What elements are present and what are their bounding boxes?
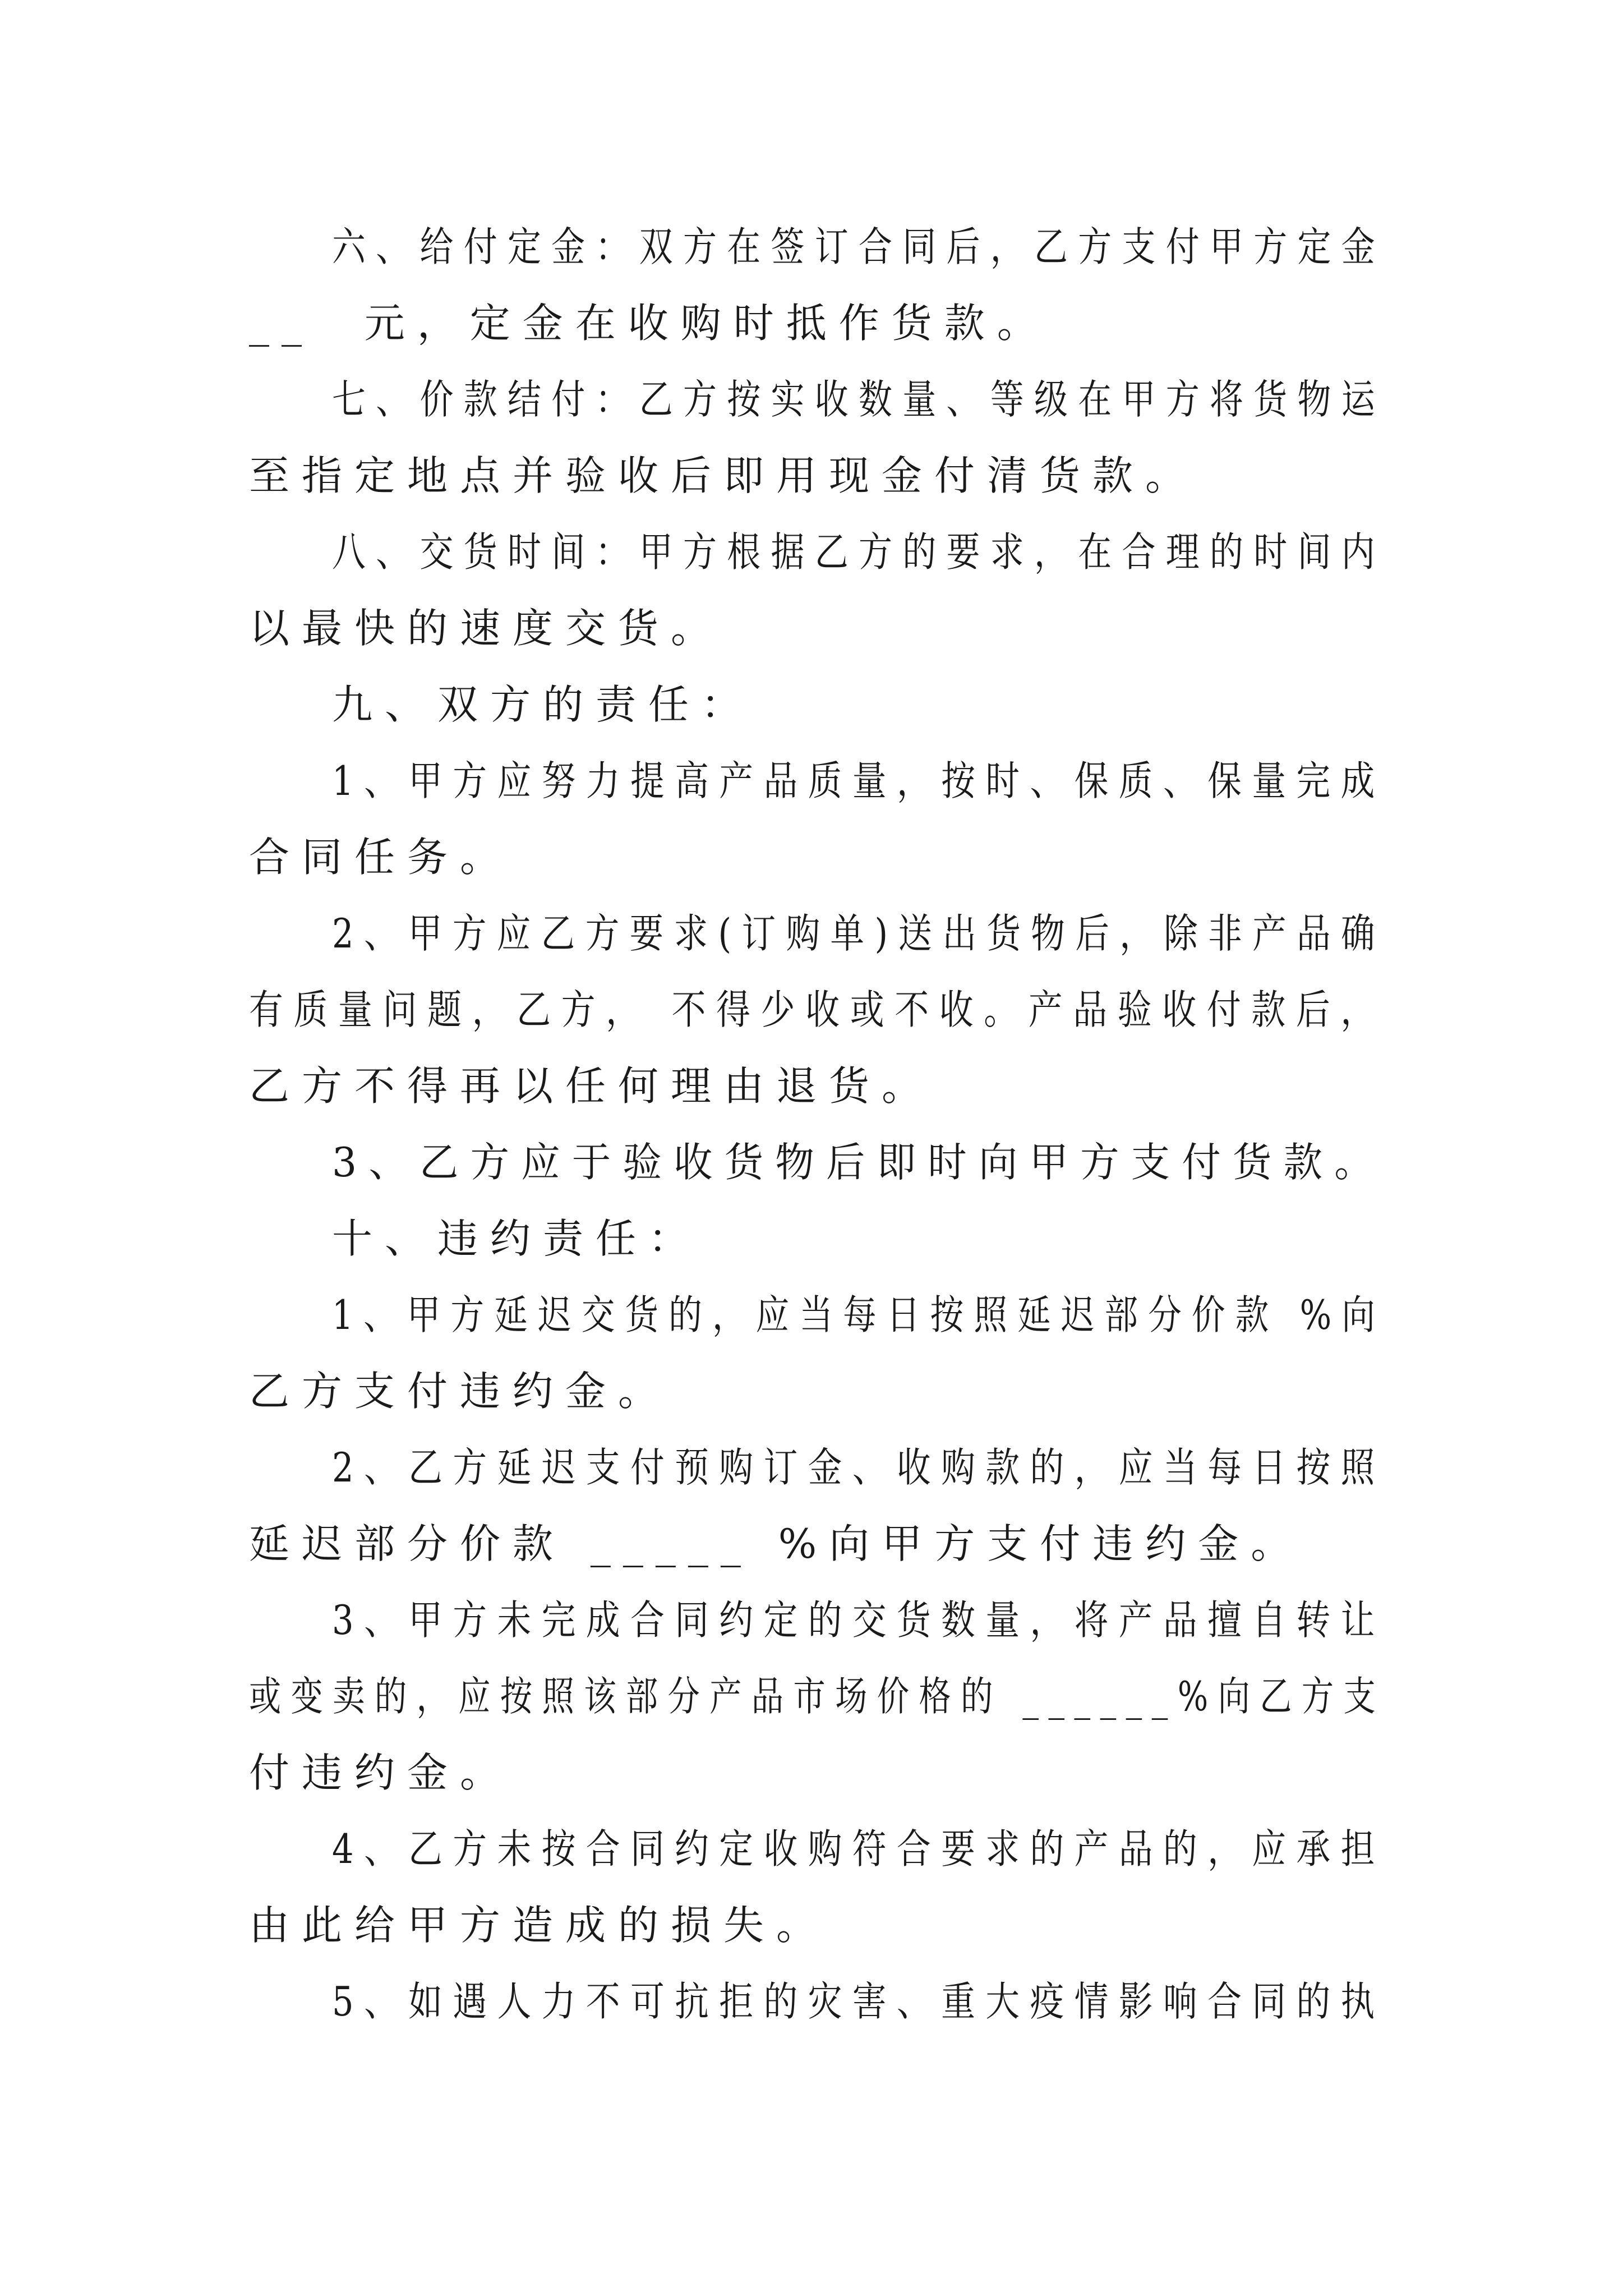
text-line: 2、甲方应乙方要求(订购单)送出货物后，除非产品确 (332, 910, 1385, 957)
text-line: 以最快的速度交货。 (249, 605, 724, 652)
text-line: 5、如遇人力不可抗拒的灾害、重大疫情影响合同的执 (332, 1978, 1385, 2025)
text-line: 2、乙方延迟支付预购订金、收购款的，应当每日按照 (332, 1444, 1385, 1491)
text-line: 4、乙方未按合同约定收购符合要求的产品的，应承担 (332, 1825, 1385, 1872)
text-line: 1、甲方应努力提高产品质量，按时、保质、保量完成 (332, 757, 1385, 804)
text-line: __ 元，定金在收购时抵作货款。 (249, 300, 1050, 347)
text-line: 付违约金。 (249, 1749, 513, 1796)
text-line: 3、甲方未完成合同约定的交货数量，将产品擅自转让 (332, 1596, 1385, 1644)
text-line: 九、双方的责任： (332, 681, 754, 728)
text-line: 3、乙方应于验收货物后即时向甲方支付货款。 (332, 1139, 1385, 1186)
text-line: 至指定地点并验收后即用现金付清货款。 (249, 452, 1198, 499)
text-line: 合同任务。 (249, 834, 513, 881)
text-line: 乙方支付违约金。 (249, 1368, 671, 1415)
text-line: 有质量问题，乙方， 不得少收或不收。产品验收付款后， (249, 986, 1385, 1033)
text-line: 六、给付定金：双方在签订合同后，乙方支付甲方定金 (332, 223, 1386, 270)
text-line: 八、交货时间：甲方根据乙方的要求，在合理的时间内 (332, 528, 1386, 576)
text-line: 七、价款结付：乙方按实收数量、等级在甲方将货物运 (332, 376, 1386, 423)
text-line: 1、甲方延迟交货的，应当每日按照延迟部分价款 %向 (332, 1291, 1386, 1338)
text-line: 由此给甲方造成的损失。 (249, 1902, 829, 1949)
text-line: 或变卖的，应按照该部分产品市场价格的 ______%向乙方支 (249, 1673, 1386, 1720)
text-line: 十、违约责任： (332, 1215, 702, 1262)
text-line: 乙方不得再以任何理由退货。 (249, 1062, 935, 1110)
text-line: 延迟部分价款 _____ %向甲方支付违约金。 (249, 1520, 1304, 1567)
